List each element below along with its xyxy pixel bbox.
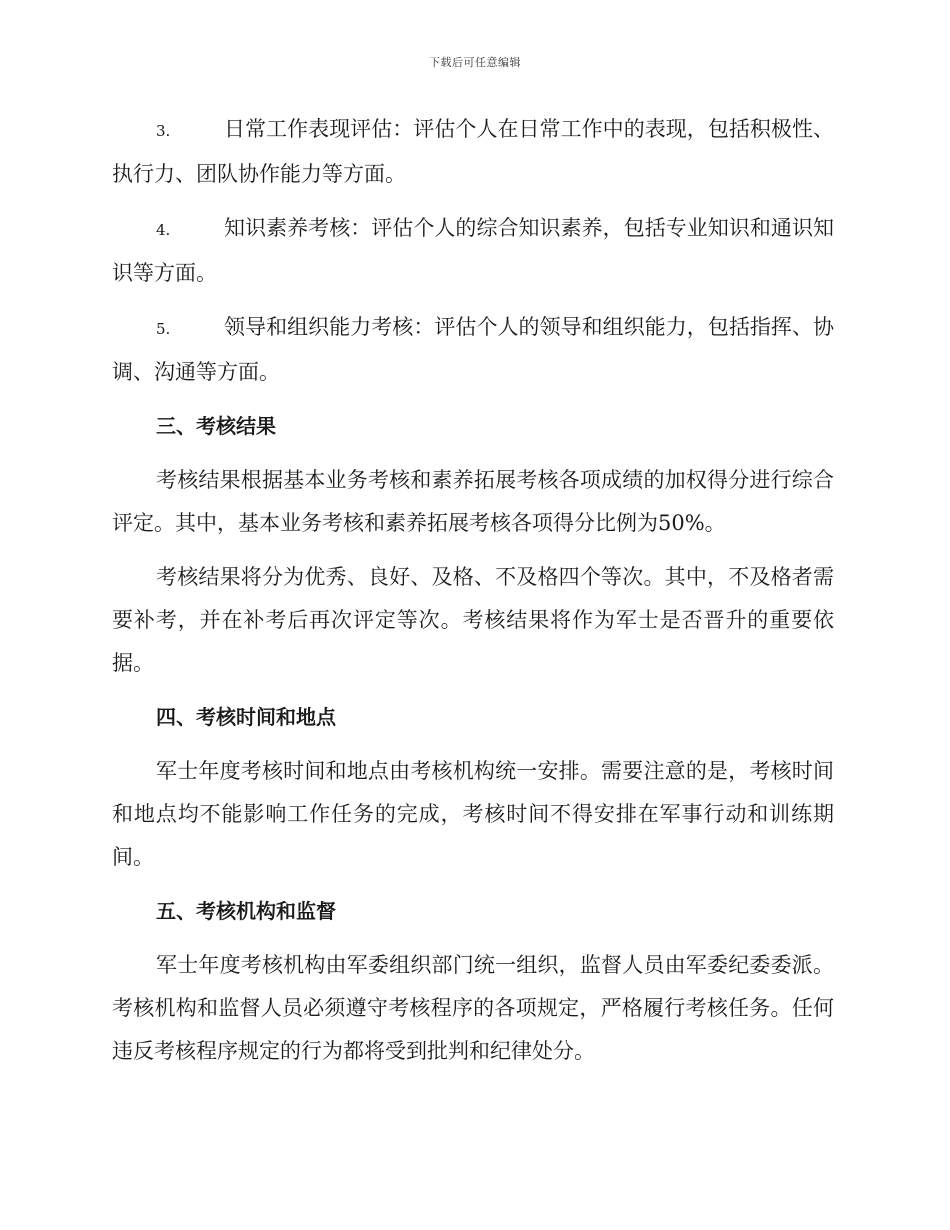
- list-item: [112, 207, 834, 295]
- body-paragraph: 考核结果将分为优秀、良好、及格、不及格四个等次。其中，不及格者需要补考，并在补考后再次评定等次。考核结果将作为军士是否晋升的重要依据。: [112, 565, 834, 675]
- body-paragraph: 军士年度考核时间和地点由考核机构统一安排。需要注意的是，考核时间和地点均不能影响工作任务的完成，考核时间不得安排在军事行动和训练期间。: [112, 759, 834, 869]
- list-item: [112, 306, 834, 394]
- list-number: 3.: [156, 122, 171, 140]
- list-text: 领导和组织能力考核：评估个人的领导和组织能力，包括指挥、协调、沟通等方面。: [112, 315, 834, 384]
- page-content: [112, 108, 834, 1084]
- list-text: 知识素养考核：评估个人的综合知识素养，包括专业知识和通识知识等方面。: [112, 216, 834, 285]
- body-paragraph: 考核结果根据基本业务考核和素养拓展考核各项成绩的加权得分进行综合评定。其中，基本业务考核和素养拓展考核各项得分比例为50%。: [112, 468, 834, 535]
- page-header: 下载后可任意编辑: [429, 56, 521, 69]
- list-number: 4.: [156, 221, 171, 239]
- list-text: 日常工作表现评估：评估个人在日常工作中的表现，包括积极性、执行力、团队协作能力等方面。: [112, 117, 834, 186]
- section-heading: 三、考核结果: [156, 414, 276, 438]
- section-heading: 四、考核时间和地点: [156, 705, 336, 729]
- list-item: [112, 108, 834, 196]
- list-number: 5.: [156, 320, 171, 338]
- body-paragraph: 军士年度考核机构由军委组织部门统一组织，监督人员由军委纪委委派。考核机构和监督人员必须遵守考核程序的各项规定，严格履行考核任务。任何违反考核程序规定的行为都将受到批判和纪律处分。: [112, 953, 834, 1063]
- section-heading: 五、考核机构和监督: [156, 899, 336, 923]
